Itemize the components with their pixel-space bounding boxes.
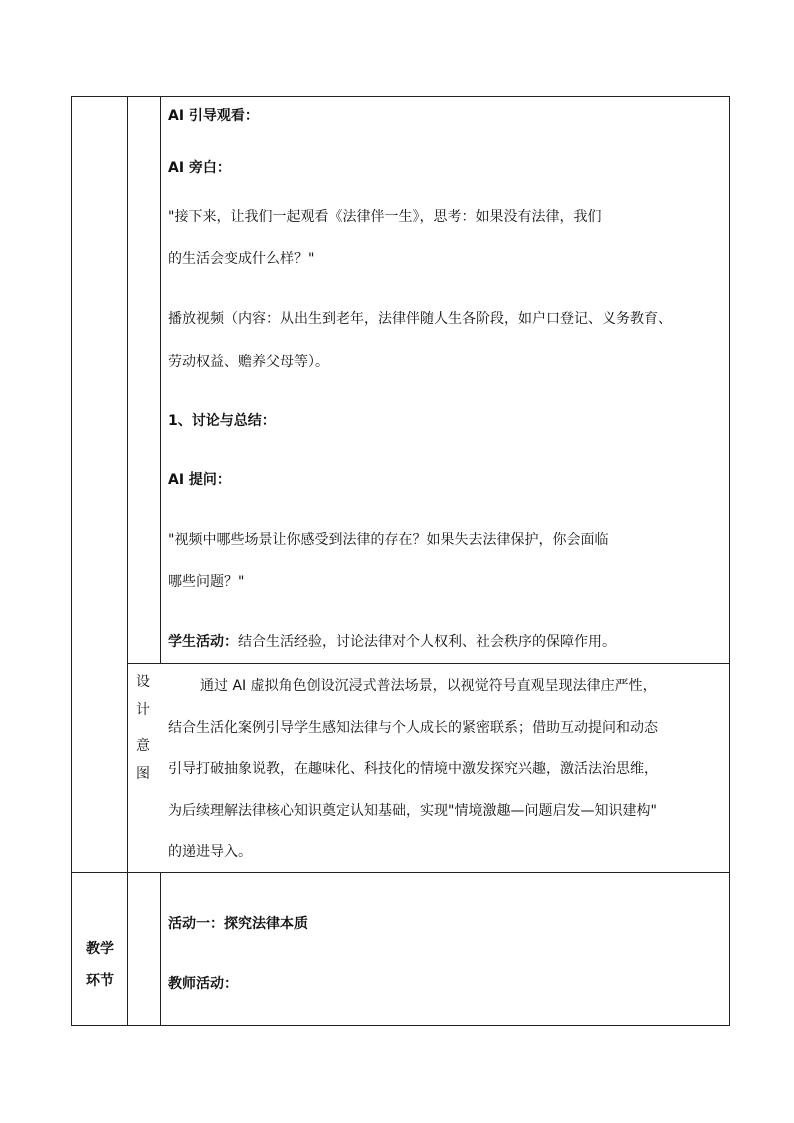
video-line-2: 劳动权益、赡养父母等）。	[168, 354, 329, 370]
question-line-2: 哪些问题？"	[168, 574, 245, 590]
design-intent-line-2: 结合生活化案例引导学生感知法律与个人成长的紧密联系；借助互动提问和动态	[168, 720, 658, 736]
design-intent-line-4: 为后续理解法律核心知识奠定认知基础，实现"情境激趣—问题启发—知识建构"	[168, 803, 657, 819]
video-line-1: 播放视频（内容：从出生到老年，法律伴随人生各阶段，如户口登记、义务教育、	[168, 311, 672, 327]
teacher-activity-label: 教师活动：	[168, 976, 238, 992]
question-line-1: "视频中哪些场景让你感受到法律的存在？如果失去法律保护，你会面临	[168, 532, 609, 548]
column-divider-2	[160, 96, 161, 663]
design-intent-char-3: 意	[136, 738, 150, 754]
column-divider-1	[127, 96, 128, 1026]
row-divider-2	[71, 872, 730, 873]
table-border-bottom	[71, 1025, 730, 1026]
design-intent-line-5: 的递进导入。	[168, 844, 252, 860]
narration-line-1: "接下来，让我们一起观看《法律伴一生》，思考：如果没有法律，我们	[168, 209, 602, 225]
table-border-left	[71, 96, 72, 1026]
heading-discussion: 1、讨论与总结：	[168, 413, 276, 429]
design-intent-line-3: 引导打破抽象说教，在趣味化、科技化的情境中激发探究兴趣，激活法治思维，	[168, 761, 658, 777]
table-border-top	[71, 96, 730, 97]
heading-ai-narration: AI 旁白：	[168, 160, 231, 176]
student-activity-label: 学生活动：	[168, 634, 238, 650]
row-divider-1	[127, 663, 730, 664]
column-divider-2b	[160, 872, 161, 1026]
design-intent-char-1: 设	[136, 674, 150, 690]
student-activity	[168, 632, 616, 652]
table-border-right	[729, 96, 730, 1026]
heading-ai-question: AI 提问：	[168, 472, 231, 488]
section-label-line-2: 环节	[86, 973, 114, 989]
student-activity-text: 结合生活经验，讨论法律对个人权利、社会秩序的保障作用。	[238, 634, 616, 650]
design-intent-char-2: 计	[136, 702, 150, 718]
heading-ai-guide: AI 引导观看：	[168, 108, 259, 124]
activity-one-title: 活动一：探究法律本质	[168, 916, 308, 932]
narration-line-2: 的生活会变成什么样？"	[168, 251, 315, 267]
section-label-line-1: 教学	[86, 941, 114, 957]
design-intent-char-4: 图	[136, 766, 150, 782]
design-intent-line-1: 通过 AI 虚拟角色创设沉浸式普法场景，以视觉符号直观呈现法律庄严性，	[200, 678, 657, 694]
